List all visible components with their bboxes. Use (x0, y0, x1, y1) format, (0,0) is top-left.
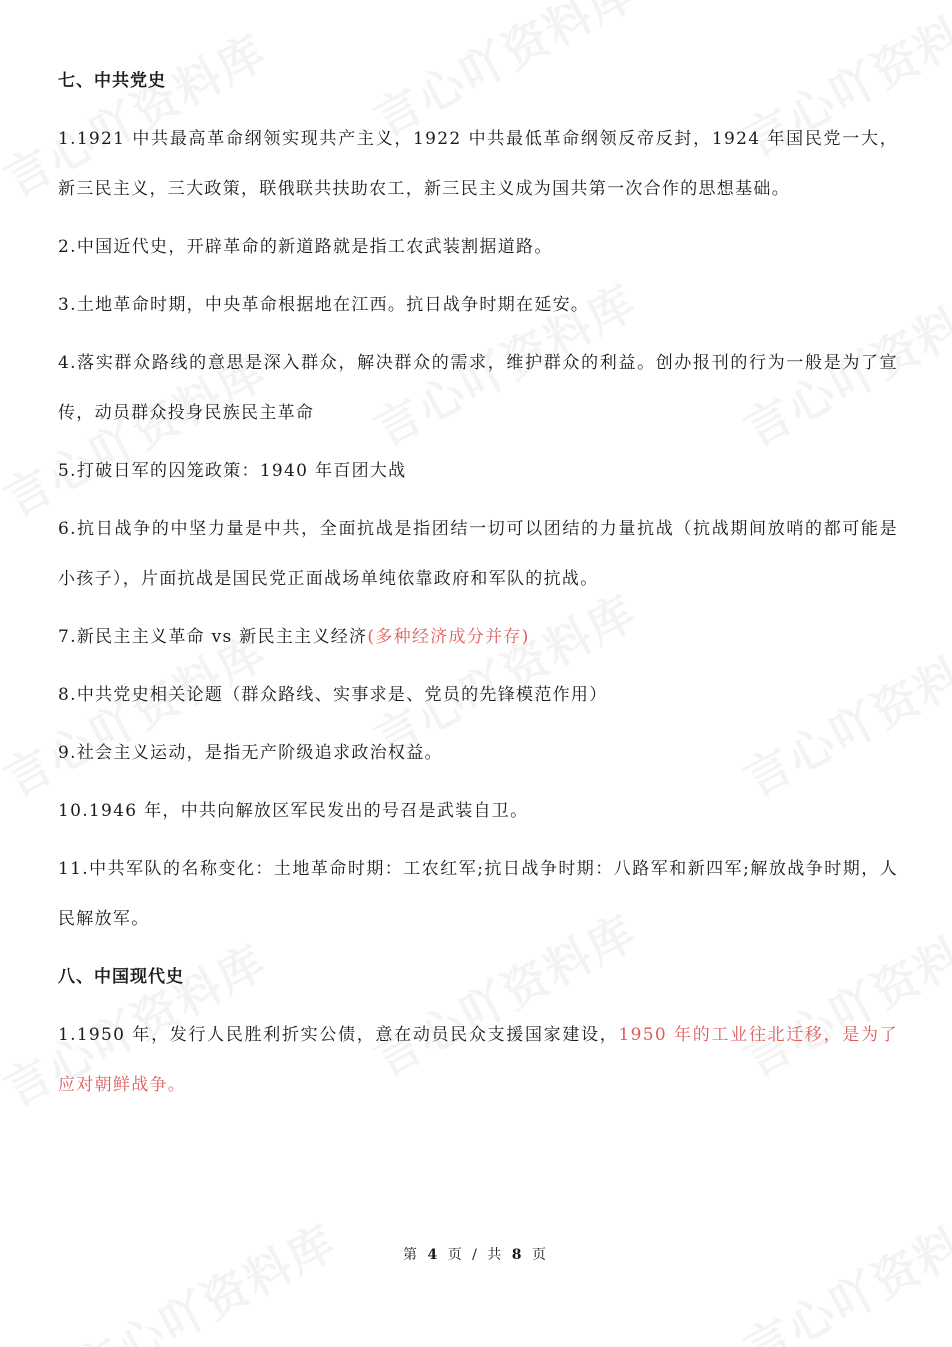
page-footer: 第 4 页 / 共 8 页 (403, 1247, 549, 1263)
list-item: 11.中共军队的名称变化：土地革命时期：工农红军;抗日战争时期：八路军和新四军;解放战争时期，人民解放军。 (58, 859, 898, 929)
current-page-number: 4 (427, 1247, 441, 1263)
list-item: 1.1950 年，发行人民胜利折实公债，意在动员民众支援国家建设，1950 年的工业往北迁移，是为了应对朝鲜战争。 (58, 1025, 898, 1095)
list-item: 3.土地革命时期，中央革命根据地在江西。抗日战争时期在延安。 (58, 295, 590, 315)
list-item: 8.中共党史相关论题（群众路线、实事求是、党员的先锋模范作用） (58, 685, 608, 705)
document-body (58, 56, 898, 1110)
highlight-text: 1950 年的工业往北迁移，是为了应对朝鲜战争。 (58, 1025, 898, 1095)
total-page-number: 8 (511, 1247, 525, 1263)
list-item: 6.抗日战争的中坚力量是中共，全面抗战是指团结一切可以团结的力量抗战（抗战期间放哨的都可能是小孩子），片面抗战是国民党正面战场单纯依靠政府和军队的抗战。 (58, 519, 898, 589)
list-item: 1.1921 中共最高革命纲领实现共产主义，1922 中共最低革命纲领反帝反封，1924 年国民党一大，新三民主义，三大政策，联俄联共扶助农工，新三民主义成为国共第一次合作的思想基础。 (58, 129, 898, 199)
list-item: 5.打破日军的囚笼政策：1940 年百团大战 (58, 461, 407, 481)
watermark (731, 1186, 952, 1347)
watermark (61, 1206, 346, 1347)
section-title: 七、中共党史 (58, 71, 166, 91)
list-item: 4.落实群众路线的意思是深入群众，解决群众的需求，维护群众的利益。创办报刊的行为一般是为了宣传，动员群众投身民族民主革命 (58, 353, 898, 423)
section-title: 八、中国现代史 (58, 967, 184, 987)
list-item: 2.中国近代史，开辟革命的新道路就是指工农武装割据道路。 (58, 237, 553, 257)
highlight-text: (多种经济成分并存) (367, 627, 530, 647)
list-item: 9.社会主义运动，是指无产阶级追求政治权益。 (58, 743, 443, 763)
list-item: 7.新民主主义革命 vs 新民主主义经济(多种经济成分并存) (58, 627, 530, 647)
list-item: 10.1946 年，中共向解放区军民发出的号召是武装自卫。 (58, 801, 529, 821)
